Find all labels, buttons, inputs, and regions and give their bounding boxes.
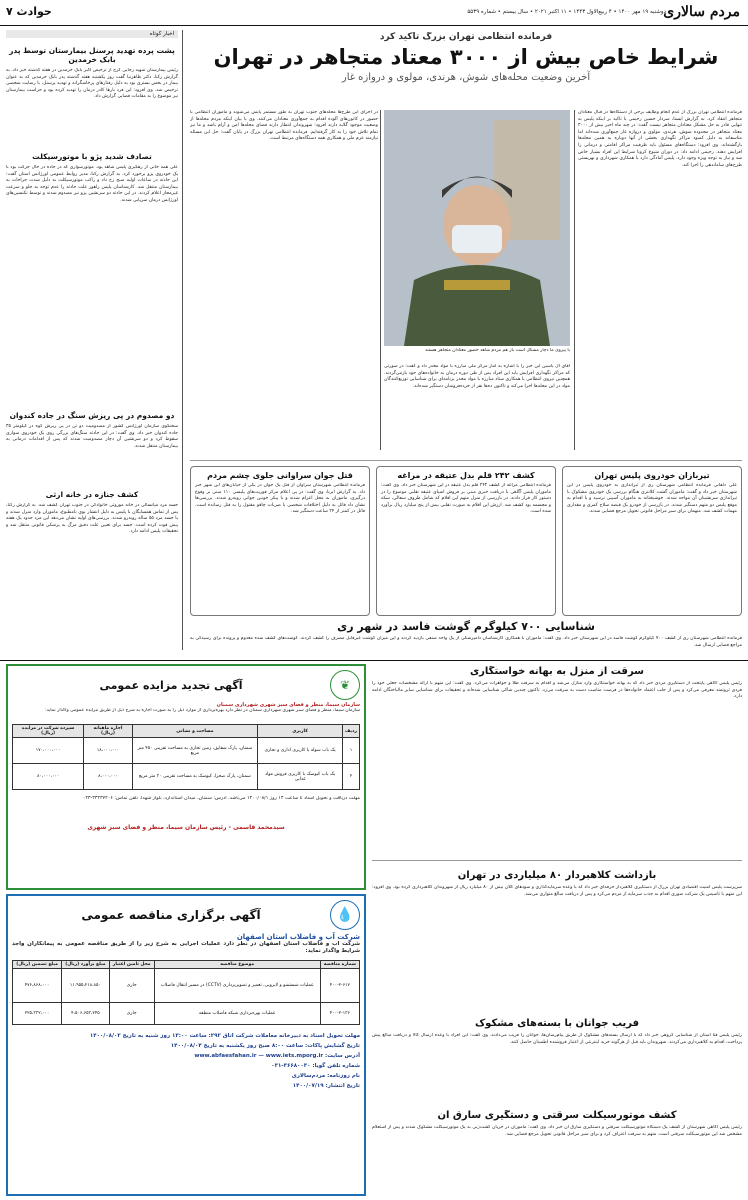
- notice-title: آگهی تجدید مزایده عمومی: [99, 678, 243, 692]
- divider: [190, 460, 742, 461]
- notice-intro: سازمان سیما، منظر و فضای سبز شهری شهرداری سمنان در نظر دارد بهره‌برداری از موارد ذیل را به صورت اجاره به شرح ذیل از طریق مزایده عمومی واگذار نماید:: [45, 708, 360, 713]
- notice-table: [12, 960, 360, 1025]
- table-cell: سمنان، پارک صحرا، کیوسک به مساحت تقریبی ۳۰ متر مربع: [132, 764, 257, 790]
- lead-heading: [190, 32, 742, 92]
- table-header: مساحت و نشانی: [132, 725, 257, 738]
- sidebar-story-title: دو مصدوم در پی ریزش سنگ در جاده کندوان: [9, 411, 175, 420]
- divider: [372, 860, 742, 861]
- story-body: سرپرست پلیس امنیت اقتصادی تهران بزرگ از دستگیری کلاهبردار حرفه‌ای خبر داد که با وعده سرمایه‌گذاری و سودهای کلان بیش از ۸۰ میلیارد ریال از شهروندان کلاهبرداری کرده بود. وی افزود: این متهم با تاسیس یک شرکت صوری اقدام به جذب سرمایه از مردم می‌کرد و پس از دریافت مبالغ متواری می‌شد.: [372, 885, 742, 897]
- table-cell: یک باب سوله با کاربری اداری و تجاری: [258, 738, 343, 764]
- table-header: محل تامین اعتبار: [109, 961, 154, 969]
- story: [372, 1110, 742, 1196]
- table-cell: ۴۰۰-۲-۶۱۷: [320, 969, 359, 1003]
- story: [372, 870, 742, 950]
- auction-notice: [6, 664, 366, 890]
- story-box: [190, 466, 370, 616]
- table-cell: ۸۰،۰۰۰،۰۰۰: [13, 764, 84, 790]
- story-title: فریب جوانان با بسته‌های مشکوک: [474, 1018, 640, 1029]
- meat-story: [190, 620, 742, 656]
- table-cell: یک باب کیوسک با کاربری فروش مواد غذایی: [258, 764, 343, 790]
- masthead: [0, 0, 748, 26]
- notice-newspaper: نام روزنامه: مردم‌سالاری: [291, 1073, 360, 1079]
- lead-body: در اجرای این طرح‌ها محله‌های جنوب تهران به طور مستمر پایش می‌شوند و ماموران انتظامی با حضور در کانون‌های آلوده اقدام به جمع‌آوری معتادان می‌کنند. وی با بیان اینکه مردم محله‌ها از وضعیت موجود گلایه دارند افزود: شهروندان انتظار دارند فضای محله‌ها امن و آرام باشد و ما نیز تمام تلاش خود را به کار گرفته‌ایم. فرمانده انتظامی تهران بزرگ در پایان گفت: حل این مسئله نیازمند عزم ملی و همکاری همه دستگاه‌های مرتبط است.: [190, 110, 378, 142]
- story-body: رئیس پلیس آگاهی شهرستان از کشف یک دستگاه موتورسیکلت سرقتی و دستگیری سارق آن خبر داد. وی گفت: ماموران در جریان گشت‌زنی به یک موتورسیکلت مشکوک شدند و پس از استعلام مشخص شد این موتورسیکلت سرقتی است. متهم به سرقت اعتراف کرد و برای سیر مراحل قانونی تحویل مرجع قضایی شد.: [372, 1125, 742, 1137]
- table-row: [13, 969, 360, 1003]
- notice-title: آگهی برگزاری مناقصه عمومی: [81, 908, 261, 922]
- lead-body-column: [578, 110, 742, 450]
- table-header: موضوع مناقصه: [154, 961, 320, 969]
- newspaper-logo: مردم سالاری: [663, 4, 740, 20]
- lead-photo: [384, 110, 570, 346]
- table-cell: ۲۲۵،۳۳۲،۰۰۰: [13, 1003, 62, 1025]
- notice-deadline: مهلت تحویل اسناد به دبیرخانه معاملات شرکت اتاق ۲۹۲: ساعت ۱۳:۰۰ روز شنبه به تاریخ ۱۴۰۰/۰۸/۰۲: [89, 1033, 360, 1039]
- lead-body-column: [384, 364, 570, 450]
- table-cell: ۴،۵۰۶،۶۵۳،۲۴۵: [62, 1003, 110, 1025]
- dateline: دوشنبه ۱۹ مهر ۱۴۰۰ • ۴ ربیع‌الاول ۱۴۴۳ • ۱۱ اکتبر ۲۰۲۱ • سال بیستم • شماره ۵۵۳۹: [467, 9, 666, 15]
- sidebar-story-body: علی همه خانی از رهگیری پلیس شاهد بود. موتورسواری که در جاده در حال حرکت بود با یک خودروی پژو برخورد کرد. به گزارش رکنا، مدیر روابط عمومی اورژانس استان گفت: این حادثه در ساعات اولیه صبح رخ داد و راکب موتورسیکلت به دلیل شدت جراحات به بیمارستان منتقل شد. کارشناسان پلیس راهور علت حادثه را عدم توجه به جلو و سرعت غیرمجاز اعلام کردند. در این حادثه دو سرنشین پژو نیز مصدوم شدند و توسط تکنسین‌های اورژانس درمان سرپایی شدند.: [6, 165, 178, 203]
- notice-org: سازمان سیما، منظر و فضای سبز شهری شهرداری سمنان: [216, 702, 360, 708]
- table-cell: ۸،۰۰۰،۰۰۰: [84, 764, 133, 790]
- sidebar-story-body: رئیس بیمارستان شهید رجایی کرج از ترخیص اکبر بابک خرمدین در هفته گذشته خبر داد. به گزارش رکنا، دکتر ظاهرنیا گفت روز یکشنبه هفته گذشته پدر بابک خرمدین که به عنوان بیمار در بخش بستری بود به دلیل رفتارهای پرخاشگرانه و تهدید پرسنل، با رضایت شخصی ترخیص شد. وی افزود: این فرد بارها کادر درمان را تهدید کرده بود و حراست بیمارستان نیز موضوع را به مقامات قضایی گزارش داد.: [6, 68, 178, 100]
- tender-notice: [6, 894, 366, 1196]
- lead-kicker: فرمانده انتظامی تهران بزرگ تاکید کرد: [379, 32, 553, 42]
- sidebar-story-title: کشف جنازه در خانه ارثی: [45, 490, 139, 499]
- story-title: سرقت از منزل به بهانه خواستگاری: [469, 666, 644, 677]
- story-title: بازداشت کلاهبردار ۸۰ میلیاردی در تهران: [457, 870, 657, 881]
- story-title: کشف موتورسیکلت سرقتی و دستگیری سارق آن: [437, 1110, 677, 1121]
- story-box: [562, 466, 742, 616]
- story-body: فرمانده انتظامی شهرستان ری از کشف ۷۰۰ کیلوگرم گوشت فاسد در این شهرستان خبر داد. وی گفت: ماموران با همکاری کارشناسان دامپزشکی از یک واحد صنفی بازدید کردند و این میزان گوشت غیرقابل مصرف را کشف کردند. گوشت‌های کشف شده معدوم و پرونده برای رسیدگی به مراجع قضایی ارسال شد.: [190, 636, 742, 648]
- table-cell: جاری: [109, 969, 154, 1003]
- table-header: کاربری: [258, 725, 343, 738]
- story-body: رئیس پلیس آگاهی پایتخت از دستگیری مردی خبر داد که به بهانه خواستگاری وارد منازل می‌شد و اقدام به سرقت طلا و جواهرات می‌کرد. وی گفت: این متهم با ارائه مشخصات جعلی خود را فردی ثروتمند معرفی می‌کرد و پس از جلب اعتماد خانواده‌ها در فرصت مناسب دست به سرقت می‌زد. تاکنون چندین شاکی شناسایی شده‌اند و تحقیقات برای شناسایی سایر مالباختگان ادامه دارد.: [372, 681, 742, 700]
- police-officer-photo-icon: [384, 110, 570, 346]
- lead-body-column: [190, 110, 378, 450]
- story-title: شناسایی ۷۰۰ کیلوگرم گوشت فاسد در شهر ری: [337, 620, 595, 633]
- sidebar-story-body: سخنگوی سازمان اورژانس کشور از مصدومیت دو تن در پی ریزش کوه در کیلومتر ۳۵ جاده کندوان خبر داد. وی گفت: در این حادثه سنگ‌های بزرگی روی یک خودروی سواری سقوط کرد و دو سرنشین آن دچار مصدومیت شدند که پس از اقدامات درمانی به بیمارستان منتقل شدند.: [6, 424, 178, 449]
- table-cell: ۴۷۶،۸۶۸،۰۰۰: [13, 969, 62, 1003]
- sidebar: [6, 30, 178, 650]
- sidebar-story-title: تصادف شدید پژو با موتورسیکلت: [32, 152, 152, 161]
- table-header: سپرده شرکت در مزایده (ریال): [13, 725, 84, 738]
- table-header: اجاره ماهیانه (ریال): [84, 725, 133, 738]
- table-cell: عملیات شستشو و لایروبی، تعمیر و تصویربرداری (CCTV) در مسیر انتقال فاضلاب: [154, 969, 320, 1003]
- table-row: [13, 1003, 360, 1025]
- table-cell: ۱۷۰،۰۰۰،۰۰۰: [13, 738, 84, 764]
- story-body: رئیس پلیس فتا استان از شناسایی گروهی خبر داد که با ارسال بسته‌های مشکوک از طریق پیام‌رسان‌ها، جوانان را فریب می‌دادند. وی گفت: این افراد با وعده ارسال کالا و دریافت مبالغ پیش پرداخت، اقدام به کلاهبرداری می‌کردند. شهروندان باید قبل از هرگونه خرید اینترنتی از اعتبار فروشنده اطمینان حاصل کنند.: [372, 1033, 742, 1045]
- table-row: [13, 738, 360, 764]
- table-cell: ۲: [343, 764, 360, 790]
- table-cell: جاری: [109, 1003, 154, 1025]
- sidebar-tag: اخبار کوتاه: [6, 30, 178, 38]
- table-header: مبلغ برآورد (ریال): [62, 961, 110, 969]
- table-cell: ۱۱،۹۵۵،۲۱۸،۸۵۰: [62, 969, 110, 1003]
- municipality-logo-icon: ❦: [330, 670, 360, 700]
- story-title: کشف ۲۴۲ قلم بدل عتیقه در مراغه: [397, 471, 535, 480]
- notice-publish-date: تاریخ انتشار: ۱۴۰۰/۰۷/۱۹: [292, 1083, 360, 1089]
- story-title: قتل جوان سراوانی جلوی چشم مردم: [207, 471, 353, 480]
- sidebar-story-title: پشت پرده تهدید پرسنل بیمارستان توسط پدر بابک خرمدین: [9, 46, 175, 64]
- story-body: علی دلفانی فرمانده انتظامی شهرستان ری از تیراندازی به خودروی پلیس در این شهرستان خبر داد و گفت: ماموران گشت کلانتری هنگام بررسی یک خودروی مشکوک با تیراندازی سرنشینان آن مواجه شدند. خوشبختانه به ماموران آسیبی نرسید و با اقدام به موقع پلیس دو متهم دستگیر شدند. در بازرسی از خودرو یک قبضه سلاح کمری و مقداری مهمات کشف شد. متهمان برای سیر مراحل قانونی تحویل مرجع قضایی شدند.: [567, 483, 737, 515]
- table-cell: ۱۸،۰۰۰،۰۰۰: [84, 738, 133, 764]
- story-box: [376, 466, 556, 616]
- water-company-logo-icon: 💧: [330, 900, 360, 930]
- lead-body: فرمانده انتظامی تهران بزرگ از عدم انجام وظایف برخی از دستگاه‌ها در قبال معتادان متجاهر انتقاد کرد. به گزارش ایسنا، سردار حسین رحیمی با تاکید بر اینکه پلیس به تنهایی قادر به حل مشکل معتادان متجاهر نیست گفت: در چند ماه اخیر بیش از ۳۰۰۰ معتاد متجاهر در محدوده شوش، هرندی، مولوی و دروازه غار جمع‌آوری شده‌اند اما متاسفانه به دلیل کمبود مراکز نگهداری بخشی از آنها دوباره به همین محله‌ها بازگشته‌اند. وی افزود: دستگاه‌های مسئول باید ظرفیت مراکز اقامتی و درمانی را افزایش دهند. رحیمی ادامه داد: در دوران شیوع کرونا شرایط این افراد بسیار خاص شد و نیاز به توجه ویژه وجود دارد. پلیس آمادگی دارد با همکاری شهرداری و بهزیستی طرح‌های ساماندهی را اجرا کند.: [578, 110, 742, 168]
- notice-signature: سیدمحمد قاسمی - رئیس سازمان سیما، منظر و فضای سبز شهری: [87, 824, 285, 831]
- story-title: تیربازان خودروی پلیس تهران: [594, 471, 710, 480]
- story: [372, 1018, 742, 1098]
- notice-org: شرکت آب و فاضلاب استان اصفهان: [236, 933, 360, 941]
- table-header: مبلغ تضمین (ریال): [13, 961, 62, 969]
- notice-opening-date: تاریخ گشایش پاکات: ساعت ۸:۰۰ صبح روز یکشنبه به تاریخ ۱۴۰۰/۰۸/۰۴: [170, 1043, 360, 1049]
- story: [372, 666, 742, 756]
- table-header: ردیف: [343, 725, 360, 738]
- column-rule: [574, 110, 575, 450]
- table-cell: سمنان، پارک شقایق، زمین تجاری به مساحت تقریبی ۴۵۰ متر مربع: [132, 738, 257, 764]
- lead-subhead: آخرین وضعیت محله‌های شوش، هرندی، مولوی و دروازه غار: [341, 72, 591, 83]
- lead-headline: شرایط خاص بیش از ۳۰۰۰ معتاد متجاهر در تهران: [213, 45, 719, 69]
- section-rule: [0, 660, 748, 661]
- column-rule: [380, 110, 381, 450]
- page-tag: حوادث ۷: [6, 5, 52, 18]
- notice-website: آدرس سایت: www.abfaesfahan.ir — www.iets.mporg.ir: [194, 1053, 360, 1059]
- notice-phone: شماره تلفن گویا: ۳۶۶۸۰۰۳۰-۰۳۱: [271, 1063, 360, 1069]
- table-cell: ۴۰۰-۲-۱۳۶: [320, 1003, 359, 1025]
- table-header: شماره مناقصه: [320, 961, 359, 969]
- notice-table: [12, 724, 360, 790]
- table-cell: ۱: [343, 738, 360, 764]
- column-rule: [182, 30, 183, 650]
- table-row: [13, 764, 360, 790]
- sidebar-story-body: جسد مرد میانسالی در خانه موروثی خانوادگی در جنوب تهران کشف شد. به گزارش رکنا، پس از تماس همسایگان با پلیس به دلیل انتشار بوی نامطبوع، ماموران وارد منزل شدند و با جسد مرد ۵۵ ساله روبه‌رو شدند. بررسی‌های اولیه نشان می‌دهد این مرد حدود یک هفته پیش فوت کرده است. جسد برای تعیین علت دقیق مرگ به پزشکی قانونی منتقل شد و تحقیقات پلیس ادامه دارد.: [6, 503, 178, 535]
- story-body: فرمانده انتظامی شهرستان سراوان از قتل یک جوان در یکی از خیابان‌های این شهر خبر داد. به گزارش ایرنا، وی گفت: در پی اعلام مرکز فوریت‌های پلیسی ۱۱۰ مبنی بر وقوع درگیری، ماموران به محل اعزام شدند و با پیکر خونین جوانی روبه‌رو شدند. بررسی‌ها نشان داد قاتل به دلیل اختلافات شخصی با ضربات چاقو مقتول را به قتل رسانده است. قاتل در کمتر از ۲۴ ساعت دستگیر شد.: [195, 483, 365, 515]
- table-cell: عملیات بهره‌برداری شبکه فاضلاب منطقه: [154, 1003, 320, 1025]
- lead-body: آقای آل یاسین این خبر را با اشاره به آمار مرکز ملی مبارزه با مواد مخدر داد و گفت: در صورتی که مراکز نگهداری افزایش یابد این افراد پس از طی دوره درمان به خانواده‌های خود بازمی‌گردند. همچنین نیروی انتظامی با همکاری ستاد مبارزه با مواد مخدر برنامه‌ای برای شناسایی توزیع‌کنندگان مواد در این محله‌ها اجرا می‌کند و تاکنون ده‌ها نفر از خرده‌فروشان دستگیر شده‌اند.: [384, 364, 570, 389]
- photo-caption: با پیروی ما دچار مشکل است باز هم مردم شاهد حضور معتادان متجاهر هستند: [424, 348, 570, 353]
- notice-footer: مهلت دریافت و تحویل اسناد تا ساعت ۱۴ روز ۱۴۰۰/۰۸/۱ می‌باشد. آدرس: سمنان، میدان استاندارد، بلوار شهدا. تلفن تماس: ۳۳۴۳۷۲۰۶-۰۲۳: [82, 796, 360, 801]
- story-body: فرمانده انتظامی مراغه از کشف ۲۴۲ قلم بدل عتیقه در این شهرستان خبر داد. وی گفت: ماموران پلیس آگاهی با دریافت خبری مبنی بر فروش اشیای عتیقه تقلبی موضوع را در دستور کار قرار دادند. در بازرسی از منزل متهم این اقلام که شامل ظروف سفالی، سکه و مجسمه بود کشف شد. ارزش این اقلام به صورت تقلبی بیش از پنج میلیارد ریال برآورد شده است.: [381, 483, 551, 515]
- notice-intro: شرکت آب و فاضلاب استان اصفهان در نظر دارد عملیات اجرایی به شرح زیر را از طریق مناقصه عمومی به پیمانکاران واجد شرایط واگذار نماید:: [12, 941, 360, 954]
